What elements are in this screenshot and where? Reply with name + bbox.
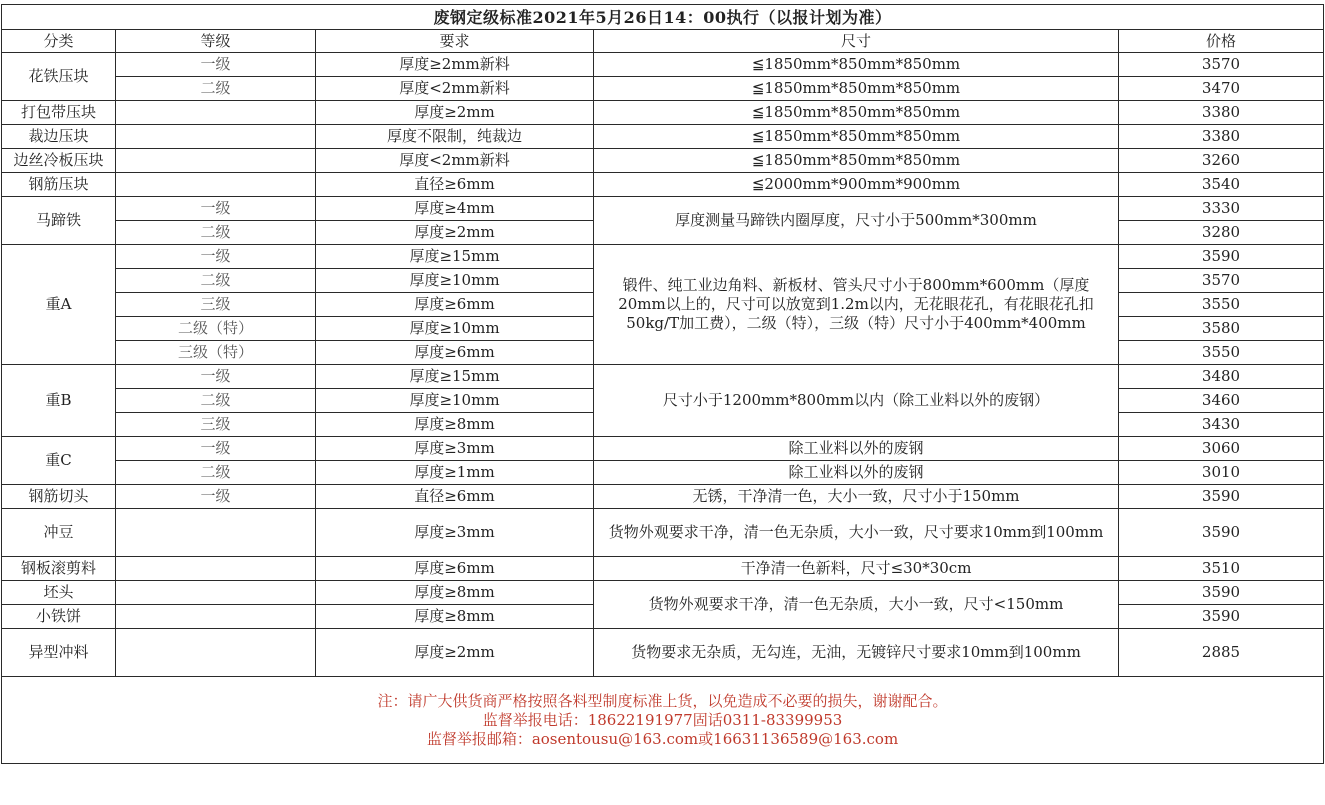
price-cell: 3510 (1119, 557, 1324, 581)
category-cell: 坯头 (2, 581, 116, 605)
price-cell: 3580 (1119, 317, 1324, 341)
price-cell: 3540 (1119, 173, 1324, 197)
grade-cell (116, 149, 316, 173)
requirement-cell: 厚度≥15mm (316, 365, 594, 389)
requirement-cell: 厚度≥15mm (316, 245, 594, 269)
table-row (2, 581, 1324, 605)
grade-cell: 三级 (116, 293, 316, 317)
size-cell: 除工业料以外的废钢 (594, 437, 1119, 461)
price-cell: 3480 (1119, 365, 1324, 389)
grade-cell: 一级 (116, 365, 316, 389)
table-row (2, 437, 1324, 461)
table-row (2, 173, 1324, 197)
category-cell: 重C (2, 437, 116, 485)
requirement-cell: 厚度≥6mm (316, 557, 594, 581)
price-cell: 3010 (1119, 461, 1324, 485)
price-cell: 3330 (1119, 197, 1324, 221)
price-cell: 3590 (1119, 581, 1324, 605)
grade-cell (116, 629, 316, 677)
grade-cell (116, 509, 316, 557)
table-row (2, 149, 1324, 173)
table-row (2, 53, 1324, 77)
category-cell: 钢筋压块 (2, 173, 116, 197)
requirement-cell: 厚度≥3mm (316, 509, 594, 557)
sheet-title: 废钢定级标准2021年5月26日14：00执行（以报计划为准） (2, 5, 1324, 30)
size-cell: 锻件、纯工业边角料、新板材、管头尺寸小于800mm*600mm（厚度20mm以上的，尺寸可以放宽到1.2m以内，无花眼花孔，有花眼花孔扣50kg/T加工费），二级（特），三级（特）尺寸小于400mm*400mm (594, 245, 1119, 365)
header-grade: 等级 (116, 30, 316, 53)
table-row (2, 461, 1324, 485)
category-cell: 花铁压块 (2, 53, 116, 101)
requirement-cell: 厚度≥2mm新料 (316, 53, 594, 77)
size-cell: 干净清一色新料，尺寸≤30*30cm (594, 557, 1119, 581)
price-cell: 3570 (1119, 53, 1324, 77)
grade-cell: 二级 (116, 389, 316, 413)
grade-cell (116, 173, 316, 197)
table-row (2, 125, 1324, 149)
size-cell: 除工业料以外的废钢 (594, 461, 1119, 485)
requirement-cell: 厚度≥8mm (316, 413, 594, 437)
price-cell: 3430 (1119, 413, 1324, 437)
price-cell: 3260 (1119, 149, 1324, 173)
size-cell: 货物外观要求干净，清一色无杂质，大小一致，尺寸要求10mm到100mm (594, 509, 1119, 557)
grade-cell: 一级 (116, 197, 316, 221)
size-cell: 厚度测量马蹄铁内圈厚度，尺寸小于500mm*300mm (594, 197, 1119, 245)
price-cell: 3550 (1119, 341, 1324, 365)
size-cell: 尺寸小于1200mm*800mm以内（除工业料以外的废钢） (594, 365, 1119, 437)
price-cell: 3460 (1119, 389, 1324, 413)
header-size: 尺寸 (594, 30, 1119, 53)
price-cell: 3380 (1119, 101, 1324, 125)
size-cell: ≦1850mm*850mm*850mm (594, 149, 1119, 173)
grade-cell: 一级 (116, 245, 316, 269)
category-cell: 冲豆 (2, 509, 116, 557)
header-category: 分类 (2, 30, 116, 53)
table-row (2, 77, 1324, 101)
grade-cell: 一级 (116, 485, 316, 509)
grade-cell (116, 101, 316, 125)
table-row (2, 101, 1324, 125)
category-cell: 重A (2, 245, 116, 365)
price-cell: 3570 (1119, 269, 1324, 293)
header-row (2, 30, 1324, 53)
category-cell: 重B (2, 365, 116, 437)
requirement-cell: 厚度≥10mm (316, 317, 594, 341)
requirement-cell: 厚度≥6mm (316, 341, 594, 365)
grade-cell: 二级 (116, 77, 316, 101)
category-cell: 小铁饼 (2, 605, 116, 629)
report-phone: 监督举报电话：18622191977固话0311-83399953 (482, 710, 843, 729)
price-cell: 2885 (1119, 629, 1324, 677)
requirement-cell: 厚度≥3mm (316, 437, 594, 461)
price-cell: 3060 (1119, 437, 1324, 461)
table-row (2, 509, 1324, 557)
footer-notes (2, 677, 1324, 764)
requirement-cell: 直径≥6mm (316, 173, 594, 197)
price-cell: 3380 (1119, 125, 1324, 149)
table-row (2, 365, 1324, 389)
category-cell: 钢板滚剪料 (2, 557, 116, 581)
header-price: 价格 (1119, 30, 1324, 53)
table-row (2, 629, 1324, 677)
grade-cell: 二级 (116, 269, 316, 293)
grade-cell: 一级 (116, 437, 316, 461)
requirement-cell: 厚度≥8mm (316, 581, 594, 605)
requirement-cell: 厚度<2mm新料 (316, 77, 594, 101)
price-cell: 3590 (1119, 509, 1324, 557)
table-row (2, 557, 1324, 581)
requirement-cell: 厚度≥10mm (316, 269, 594, 293)
price-standard-sheet (1, 4, 1323, 764)
grade-cell (116, 581, 316, 605)
category-cell: 打包带压块 (2, 101, 116, 125)
size-cell: 货物外观要求干净，清一色无杂质，大小一致，尺寸<150mm (594, 581, 1119, 629)
size-cell: ≦1850mm*850mm*850mm (594, 53, 1119, 77)
size-cell: ≦1850mm*850mm*850mm (594, 125, 1119, 149)
category-cell: 异型冲料 (2, 629, 116, 677)
grade-cell: 三级（特） (116, 341, 316, 365)
grade-cell: 一级 (116, 53, 316, 77)
size-cell: ≦1850mm*850mm*850mm (594, 101, 1119, 125)
category-cell: 马蹄铁 (2, 197, 116, 245)
requirement-cell: 厚度≥8mm (316, 605, 594, 629)
price-cell: 3590 (1119, 605, 1324, 629)
grade-cell: 二级（特） (116, 317, 316, 341)
requirement-cell: 直径≥6mm (316, 485, 594, 509)
requirement-cell: 厚度≥2mm (316, 101, 594, 125)
requirement-cell: 厚度<2mm新料 (316, 149, 594, 173)
size-cell: 货物要求无杂质，无勾连，无油，无镀锌尺寸要求10mm到100mm (594, 629, 1119, 677)
grade-cell (116, 557, 316, 581)
category-cell: 边丝冷板压块 (2, 149, 116, 173)
price-cell: 3590 (1119, 245, 1324, 269)
requirement-cell: 厚度≥2mm (316, 629, 594, 677)
header-requirement: 要求 (316, 30, 594, 53)
grade-cell: 二级 (116, 221, 316, 245)
requirement-cell: 厚度≥4mm (316, 197, 594, 221)
size-cell: ≦1850mm*850mm*850mm (594, 77, 1119, 101)
requirement-cell: 厚度≥10mm (316, 389, 594, 413)
scrap-steel-grade-table (1, 4, 1324, 764)
price-cell: 3470 (1119, 77, 1324, 101)
requirement-cell: 厚度≥1mm (316, 461, 594, 485)
notice-text: 注：请广大供货商严格按照各料型制度标准上货，以免造成不必要的损失，谢谢配合。 (377, 691, 948, 710)
table-row (2, 245, 1324, 269)
requirement-cell: 厚度不限制，纯裁边 (316, 125, 594, 149)
category-cell: 钢筋切头 (2, 485, 116, 509)
grade-cell (116, 125, 316, 149)
size-cell: ≦2000mm*900mm*900mm (594, 173, 1119, 197)
requirement-cell: 厚度≥6mm (316, 293, 594, 317)
size-cell: 无锈，干净清一色，大小一致，尺寸小于150mm (594, 485, 1119, 509)
grade-cell: 三级 (116, 413, 316, 437)
grade-cell (116, 605, 316, 629)
table-row (2, 197, 1324, 221)
price-cell: 3280 (1119, 221, 1324, 245)
category-cell: 裁边压块 (2, 125, 116, 149)
report-email: 监督举报邮箱：aosentousu@163.com或16631136589@163.com (426, 729, 899, 748)
table-row (2, 485, 1324, 509)
price-cell: 3590 (1119, 485, 1324, 509)
requirement-cell: 厚度≥2mm (316, 221, 594, 245)
grade-cell: 二级 (116, 461, 316, 485)
price-cell: 3550 (1119, 293, 1324, 317)
